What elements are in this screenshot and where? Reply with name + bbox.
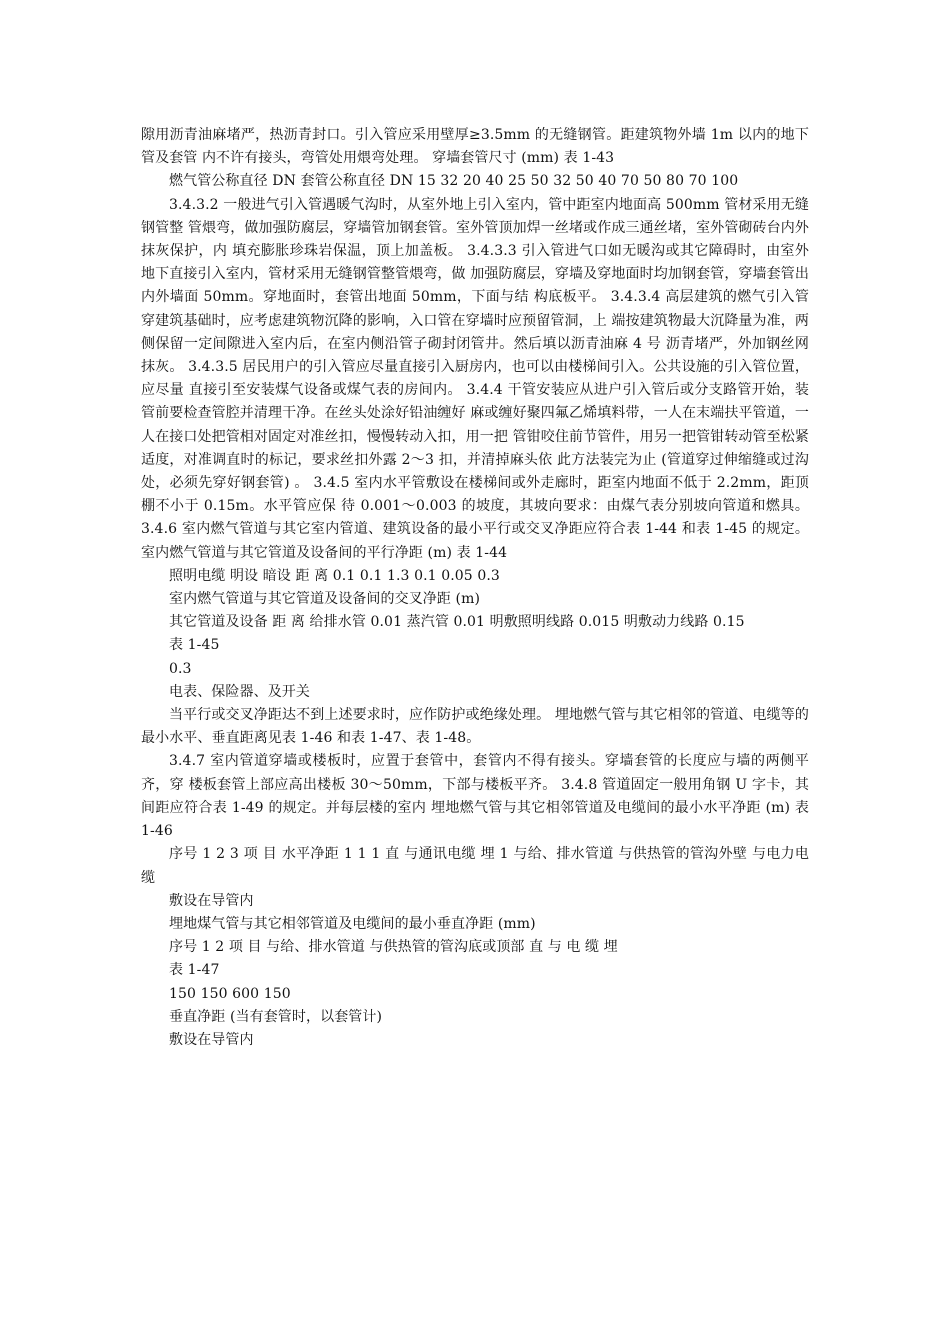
paragraph: 其它管道及设备 距 离 给排水管 0.01 蒸汽管 0.01 明敷照明线路 0.015 明敷动力线路 0.15 [169, 614, 745, 631]
paragraph: 表 1-45 [169, 637, 220, 654]
paragraph: 3.4.3.2 一般进气引入管遇暖气沟时，从室外地上引入室内，管中距室内地面高 500mm 管材采用无缝钢管整 管煨弯，做加强防腐层，穿墙管加钢套管。室外管顶加焊一丝堵或作成三通丝堵，室外管砌砖台内外抹灰保护，内 填充膨胀珍珠岩保温，顶上加盖板。 3.4.3.3 引入管进气口如无暖沟或其它障碍时，由室外地下直接引入室内，管材采用无缝钢管整管煨弯，做 加强防腐层，穿墙及穿地面时均加钢套管，穿墙套管出内外墙面 50mm。穿地面时，套管出地面 50mm，下面与结 构底板平。 3.4.3.4 高层建筑的燃气引入管穿建筑基础时，应考虑建筑物沉降的影响，入口管在穿墙时应预留管洞，上 端按建筑物最大沉降量为准，两侧保留一定间隙进入室内后，在室内侧沿管子砌封闭管井。然后填以沥青油麻 4 号 沥青堵严，外加钢丝网抹灰。 3.4.3.5 居民用户的引入管应尽量直接引入厨房内，也可以由楼梯间引入。公共设施的引入管位置，应尽量 直接引至安装煤气设备或煤气表的房间内。 3.4.4 干管安装应从进户引入管后或分支路管开始，装管前要检查管腔并清理干净。在丝头处涂好铅油缠好 麻或缠好聚四氟乙烯填料带，一人在末端扶平管道，一人在接口处把管相对固定对准丝扣，慢慢转动入扣，用一把 管钳咬住前节管件，用另一把管钳转动管至松紧适度，对准调直时的标记，要求丝扣外露 2～3 扣，并清掉麻头依 此方法装完为止 (管道穿过伸缩缝或过沟处，必须先穿好钢套管) 。 3.4.5 室内水平管敷设在楼梯间或外走廊时，距室内地面不低于 2.2mm，距顶棚不小于 0.15m。水平管应保 待 0.001～0.003 的坡度，其坡向要求：由煤气表分别坡向管道和燃具。 3.4.6 室内燃气管道与其它室内管道、建筑设备的最小平行或交叉净距应符合表 1-44 和表 1-45 的规定。 室内燃气管道与其它管道及设备间的平行净距 (m) 表 1-44 [141, 196, 809, 561]
paragraph: 照明电缆 明设 暗设 距 离 0.1 0.1 1.3 0.1 0.05 0.3 [169, 567, 500, 584]
paragraph: 电表、保险器、及开关 [169, 683, 310, 700]
paragraph: 燃气管公称直径 DN 套管公称直径 DN 15 32 20 40 25 50 32 50 40 70 50 80 70 100 [169, 173, 739, 190]
paragraph: 敷设在导管内 [169, 892, 254, 909]
paragraph: 表 1-47 [169, 962, 220, 979]
paragraph: 隙用沥青油麻堵严，热沥青封口。引入管应采用壁厚≥3.5mm 的无缝钢管。距建筑物外墙 1m 以内的地下管及套管 内不许有接头，弯管处用煨弯处理。 穿墙套管尺寸 (mm) 表 1-43 [141, 127, 809, 167]
paragraph: 序号 1 2 项 目 与给、排水管道 与供热管的管沟底或顶部 直 与 电 缆 埋 [169, 939, 618, 956]
paragraph: 当平行或交叉净距达不到上述要求时，应作防护或绝缘处理。 埋地燃气管与其它相邻的管道、电缆等的最小水平、垂直距离见表 1-46 和表 1-47、表 1-48。 [141, 707, 809, 747]
document-body [141, 124, 809, 1052]
paragraph: 序号 1 2 3 项 目 水平净距 1 1 1 直 与通讯电缆 埋 1 与给、排水管道 与供热管的管沟外壁 与电力电缆 [141, 846, 809, 886]
paragraph: 室内燃气管道与其它管道及设备间的交叉净距 (m) [169, 591, 481, 608]
paragraph: 150 150 600 150 [169, 985, 291, 1002]
paragraph: 垂直净距 (当有套管时，以套管计) [169, 1008, 383, 1025]
paragraph: 0.3 [169, 660, 192, 677]
paragraph: 敷设在导管内 [169, 1031, 254, 1048]
paragraph: 3.4.7 室内管道穿墙或楼板时，应置于套管中，套管内不得有接头。穿墙套管的长度应与墙的两侧平齐，穿 楼板套管上部应高出楼板 30～50mm，下部与楼板平齐。 3.4.8 管道固定一般用角钢 U 字卡，其间距应符合表 1-49 的规定。并每层楼的室内 埋地燃气管与其它相邻管道及电缆间的最小水平净距 (m) 表 1-46 [141, 753, 809, 840]
paragraph: 埋地煤气管与其它相邻管道及电缆间的最小垂直净距 (mm) [169, 915, 536, 932]
